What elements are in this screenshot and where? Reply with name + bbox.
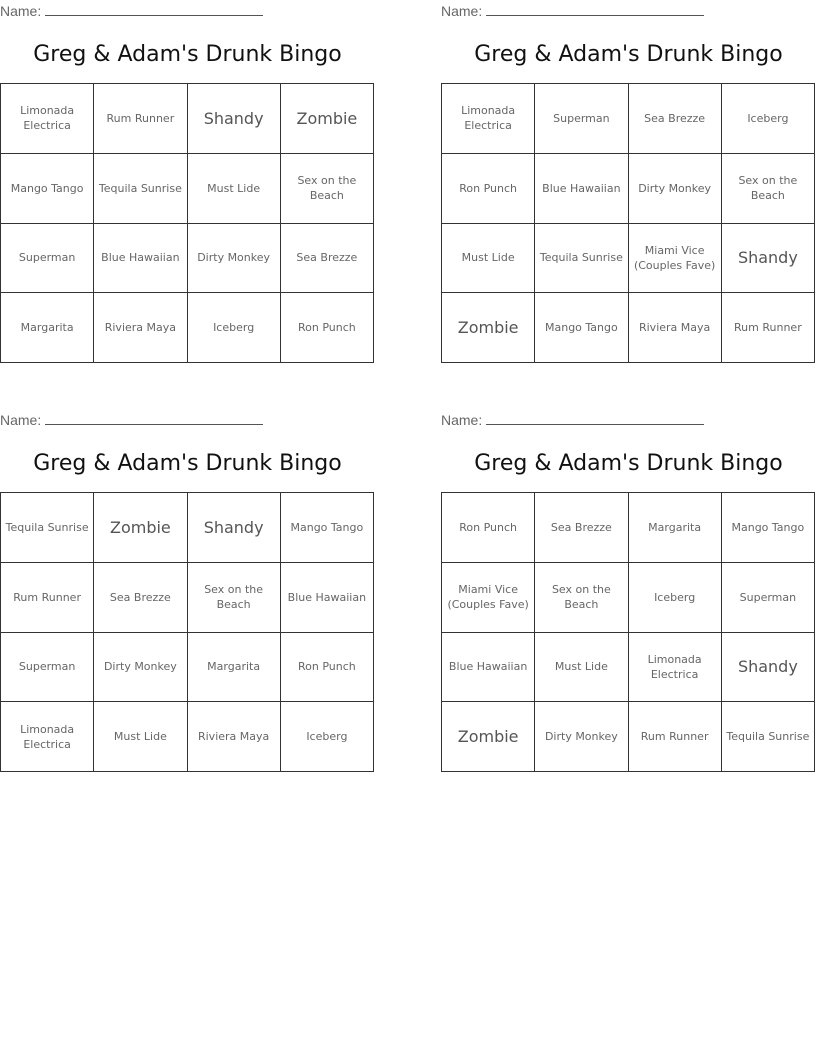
bingo-cell: Iceberg [281,702,374,772]
bingo-cell: Dirty Monkey [535,702,628,772]
bingo-cell: Tequila Sunrise [94,154,187,224]
bingo-cell: Mango Tango [722,493,815,563]
bingo-cell: Must Lide [535,633,628,703]
bingo-cell: Mango Tango [281,493,374,563]
card-title: Greg & Adam's Drunk Bingo [33,42,342,67]
bingo-cell: Blue Hawaiian [94,224,187,294]
bingo-grid [441,492,815,772]
bingo-cell: Must Lide [188,154,281,224]
name-label: Name: [441,3,483,19]
bingo-cell: Iceberg [629,563,722,633]
bingo-cell: Sea Brezze [535,493,628,563]
bingo-cell: Rum Runner [94,84,187,154]
card-title: Greg & Adam's Drunk Bingo [474,451,783,476]
name-underline[interactable] [486,2,704,16]
name-underline[interactable] [45,2,263,16]
bingo-cell: Shandy [722,224,815,294]
bingo-cell: Sea Brezze [629,84,722,154]
name-label: Name: [0,412,42,428]
bingo-cell: Dirty Monkey [188,224,281,294]
bingo-cell: Tequila Sunrise [1,493,94,563]
bingo-cell: Limonada Electrica [1,702,94,772]
bingo-cell: Must Lide [94,702,187,772]
bingo-cell: Superman [535,84,628,154]
bingo-cell: Rum Runner [1,563,94,633]
bingo-grid [441,83,815,363]
bingo-cell: Margarita [629,493,722,563]
bingo-grid [0,492,374,772]
bingo-cell: Blue Hawaiian [442,633,535,703]
bingo-cell: Sex on the Beach [188,563,281,633]
bingo-cell: Blue Hawaiian [535,154,628,224]
bingo-cell: Ron Punch [442,493,535,563]
bingo-cell: Ron Punch [281,293,374,363]
bingo-cell: Sea Brezze [94,563,187,633]
name-field[interactable] [441,411,704,429]
bingo-cell: Zombie [442,702,535,772]
bingo-cell: Superman [1,633,94,703]
bingo-cell: Riviera Maya [629,293,722,363]
bingo-cell: Riviera Maya [94,293,187,363]
name-underline[interactable] [45,411,263,425]
bingo-cell: Sex on the Beach [722,154,815,224]
bingo-cell: Riviera Maya [188,702,281,772]
bingo-cell: Sex on the Beach [281,154,374,224]
bingo-cell: Limonada Electrica [629,633,722,703]
bingo-cell: Miami Vice (Couples Fave) [442,563,535,633]
bingo-cell: Limonada Electrica [442,84,535,154]
bingo-cell: Superman [1,224,94,294]
bingo-cell: Zombie [281,84,374,154]
bingo-cell: Superman [722,563,815,633]
bingo-cell: Miami Vice (Couples Fave) [629,224,722,294]
bingo-cell: Shandy [188,84,281,154]
bingo-cell: Shandy [722,633,815,703]
bingo-cell: Rum Runner [722,293,815,363]
bingo-cell: Limonada Electrica [1,84,94,154]
bingo-cell: Zombie [442,293,535,363]
bingo-grid [0,83,374,363]
bingo-cell: Rum Runner [629,702,722,772]
bingo-cell: Dirty Monkey [94,633,187,703]
bingo-cell: Iceberg [722,84,815,154]
bingo-cell: Tequila Sunrise [722,702,815,772]
name-underline[interactable] [486,411,704,425]
bingo-cell: Margarita [1,293,94,363]
bingo-cell: Must Lide [442,224,535,294]
bingo-cell: Ron Punch [442,154,535,224]
bingo-cell: Iceberg [188,293,281,363]
bingo-cell: Mango Tango [1,154,94,224]
bingo-cell: Zombie [94,493,187,563]
bingo-cell: Dirty Monkey [629,154,722,224]
bingo-cell: Mango Tango [535,293,628,363]
name-field[interactable] [441,2,704,20]
bingo-cell: Sex on the Beach [535,563,628,633]
bingo-cell: Tequila Sunrise [535,224,628,294]
name-label: Name: [0,3,42,19]
name-label: Name: [441,412,483,428]
bingo-cell: Sea Brezze [281,224,374,294]
name-field[interactable] [0,411,263,429]
bingo-cell: Ron Punch [281,633,374,703]
card-title: Greg & Adam's Drunk Bingo [33,451,342,476]
bingo-cell: Blue Hawaiian [281,563,374,633]
card-title: Greg & Adam's Drunk Bingo [474,42,783,67]
name-field[interactable] [0,2,263,20]
bingo-cell: Margarita [188,633,281,703]
bingo-cell: Shandy [188,493,281,563]
